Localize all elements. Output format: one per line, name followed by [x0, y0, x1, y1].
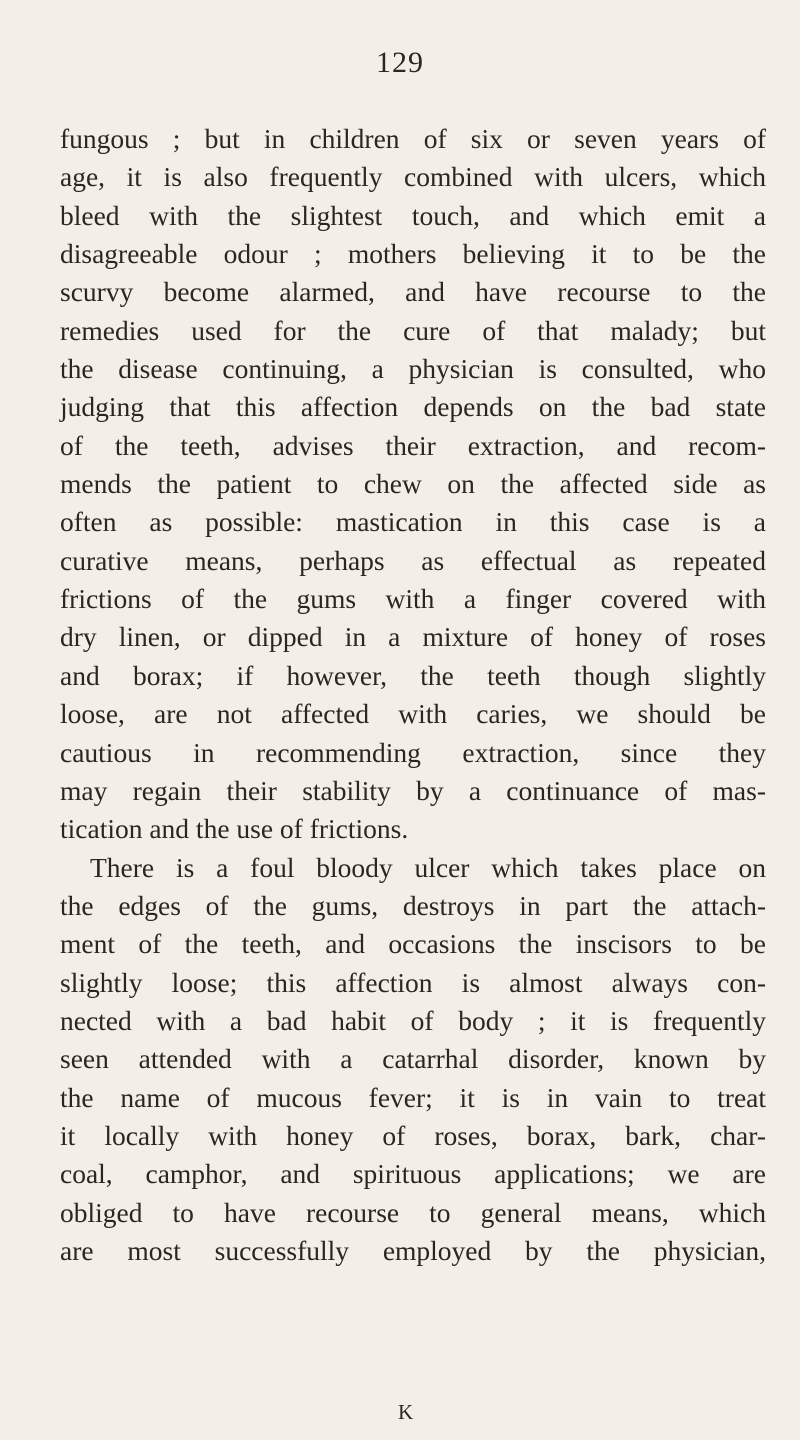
text-line: remedies used for the cure of that malady; but: [60, 314, 766, 346]
paragraph-end-line: tication and the use of frictions.: [60, 813, 409, 845]
text-line: age, it is also frequently combined with ulcers, which: [60, 161, 766, 193]
text-line: mends the patient to chew on the affected side as: [60, 468, 766, 500]
text-line: curative means, perhaps as effectual as repeated: [60, 544, 766, 576]
text-line: bleed with the slightest touch, and which emit a: [60, 199, 766, 231]
text-line: coal, camphor, and spirituous applications; we are: [60, 1158, 766, 1190]
signature-mark: K: [398, 1400, 415, 1424]
text-line: and borax; if however, the teeth though slightly: [60, 659, 766, 691]
text-line: dry linen, or dipped in a mixture of honey of roses: [60, 621, 766, 653]
text-line: often as possible: mastication in this case is a: [60, 506, 766, 538]
text-line: may regain their stability by a continuance of mas-: [60, 774, 766, 806]
text-line: cautious in recommending extraction, since they: [60, 736, 766, 768]
text-line: seen attended with a catarrhal disorder, known by: [60, 1043, 766, 1075]
text-line: of the teeth, advises their extraction, and recom-: [60, 429, 766, 461]
body-text: [60, 120, 766, 1270]
text-line: slightly loose; this affection is almost always con-: [60, 966, 766, 998]
text-line: disagreeable odour ; mothers believing it to be the: [60, 238, 766, 270]
text-line: scurvy become alarmed, and have recourse to the: [60, 276, 766, 308]
text-line: are most successfully employed by the physician,: [60, 1234, 766, 1266]
text-line: it locally with honey of roses, borax, bark, char-: [60, 1119, 766, 1151]
text-line: loose, are not affected with caries, we should be: [60, 698, 766, 730]
text-line: the name of mucous fever; it is in vain to treat: [60, 1081, 766, 1113]
text-line: the edges of the gums, destroys in part the attach-: [60, 889, 766, 921]
text-line: ment of the teeth, and occasions the inscisors to be: [60, 928, 766, 960]
text-line: nected with a bad habit of body ; it is frequently: [60, 1004, 766, 1036]
page-number: 129: [376, 46, 424, 79]
text-line: the disease continuing, a physician is consulted, who: [60, 353, 766, 385]
text-line: fungous ; but in children of six or seven years of: [60, 123, 766, 154]
text-line: judging that this affection depends on the bad state: [60, 391, 766, 423]
text-line: obliged to have recourse to general means, which: [60, 1196, 766, 1228]
text-line: frictions of the gums with a finger covered with: [60, 583, 766, 615]
paragraph-start-line: There is a foul bloody ulcer which takes place on: [90, 851, 766, 883]
